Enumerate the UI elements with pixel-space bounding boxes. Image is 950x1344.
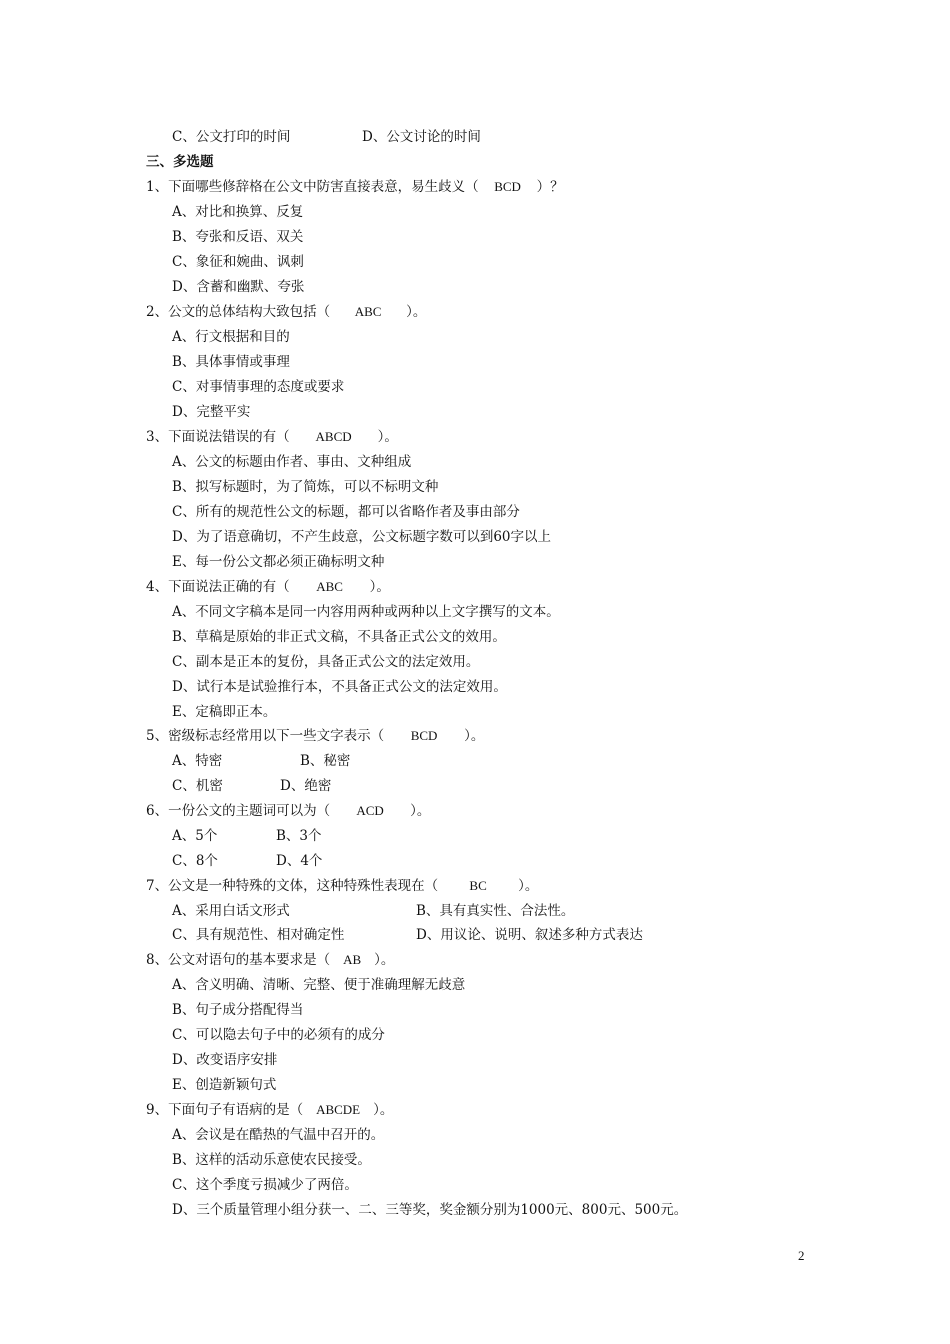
question-stem: 9、下面句子有语病的是（: [146, 1102, 304, 1118]
question-stem-end: ）？: [536, 179, 564, 195]
question-stem: 4、下面说法正确的有（: [146, 579, 290, 595]
option: A、对比和换算、反复: [172, 204, 304, 220]
option: E、创造新颖句式: [172, 1077, 277, 1093]
question-stem-end: ）。: [373, 1102, 394, 1118]
answer: BCD: [494, 179, 521, 194]
option: A、含义明确、清晰、完整、便于准确理解无歧意: [172, 977, 466, 993]
option: D、4个: [276, 853, 323, 869]
option: A、公文的标题由作者、事由、文种组成: [172, 454, 412, 470]
prev-option-d: D、公文讨论的时间: [362, 129, 481, 145]
question-7: [146, 877, 538, 895]
answer: AB: [343, 952, 362, 967]
question-4: [146, 578, 390, 596]
answer: ABC: [354, 304, 382, 319]
question-5: [146, 727, 484, 745]
question-stem: 8、公文对语句的基本要求是（: [146, 952, 331, 968]
option: D、绝密: [280, 778, 332, 794]
question-stem: 6、一份公文的主题词可以为（: [146, 803, 331, 819]
question-stem-end: ）。: [410, 803, 431, 819]
question-stem-end: ）。: [518, 878, 539, 894]
question-stem: 7、公文是一种特殊的文体，这种特殊性表现在（: [146, 878, 439, 894]
section-title: 三、多选题: [146, 154, 214, 170]
answer: ACD: [356, 803, 384, 818]
option: C、可以隐去句子中的必须有的成分: [172, 1027, 385, 1043]
option: E、每一份公文都必须正确标明文种: [172, 554, 385, 570]
option: A、不同文字稿本是同一内容用两种或两种以上文字撰写的文本。: [172, 604, 560, 620]
option: C、具有规范性、相对确定性: [172, 927, 345, 943]
option: B、秘密: [300, 753, 351, 769]
option: C、8个: [172, 853, 218, 869]
question-stem-end: ）。: [374, 952, 395, 968]
option: D、用议论、说明、叙述多种方式表达: [416, 927, 643, 943]
option: B、3个: [276, 828, 322, 844]
option: C、机密: [172, 778, 223, 794]
question-stem: 1、下面哪些修辞格在公文中防害直接表意，易生歧义（: [146, 179, 479, 195]
question-8: [146, 951, 394, 969]
answer: ABCD: [315, 429, 352, 444]
option: C、象征和婉曲、讽刺: [172, 254, 304, 270]
option: A、特密: [172, 753, 223, 769]
option: B、句子成分搭配得当: [172, 1002, 304, 1018]
option: D、试行本是试验推行本，不具备正式公文的法定效用。: [172, 679, 507, 695]
question-stem: 3、下面说法错误的有（: [146, 429, 290, 445]
option: D、三个质量管理小组分获一、二、三等奖，奖金额分别为1000元、800元、500元。: [172, 1202, 688, 1218]
answer: BC: [469, 878, 487, 893]
prev-option-c: C、公文打印的时间: [172, 129, 291, 145]
option: B、夸张和反语、双关: [172, 229, 304, 245]
answer: BCD: [410, 728, 438, 743]
option: B、草稿是原始的非正式文稿，不具备正式公文的效用。: [172, 629, 506, 645]
option: E、定稿即正本。: [172, 704, 277, 720]
option: B、拟写标题时，为了简炼，可以不标明文种: [172, 479, 439, 495]
question-stem-end: ）。: [406, 304, 427, 320]
question-stem-end: ）。: [464, 728, 485, 744]
option: C、这个季度亏损减少了两倍。: [172, 1177, 358, 1193]
question-6: [146, 802, 430, 820]
question-3: [146, 428, 398, 446]
option: C、副本是正本的复份，具备正式公文的法定效用。: [172, 654, 480, 670]
question-1: [146, 178, 564, 196]
page-number: 2: [798, 1248, 805, 1263]
option: B、这样的活动乐意使农民接受。: [172, 1152, 371, 1168]
question-stem: 5、密级标志经常用以下一些文字表示（: [146, 728, 385, 744]
option: D、完整平实: [172, 404, 251, 420]
question-9: [146, 1101, 393, 1119]
question-stem: 2、公文的总体结构大致包括（: [146, 304, 331, 320]
option: C、所有的规范性公文的标题，都可以省略作者及事由部分: [172, 504, 520, 520]
option: D、为了语意确切，不产生歧意，公文标题字数可以到60字以上: [172, 529, 552, 545]
question-stem-end: ）。: [377, 429, 398, 445]
option: A、5个: [172, 828, 218, 844]
option: B、具有真实性、合法性。: [416, 903, 575, 919]
question-stem-end: ）。: [369, 579, 390, 595]
answer: ABCDE: [316, 1102, 361, 1117]
answer: ABC: [316, 579, 343, 594]
option: B、具体事情或事理: [172, 354, 290, 370]
option: A、行文根据和目的: [172, 329, 290, 345]
option: D、含蓄和幽默、夸张: [172, 279, 305, 295]
option: D、改变语序安排: [172, 1052, 278, 1068]
option: A、采用白话文形式: [172, 903, 290, 919]
question-2: [146, 303, 426, 321]
option: A、会议是在酷热的气温中召开的。: [172, 1127, 385, 1143]
option: C、对事情事理的态度或要求: [172, 379, 345, 395]
